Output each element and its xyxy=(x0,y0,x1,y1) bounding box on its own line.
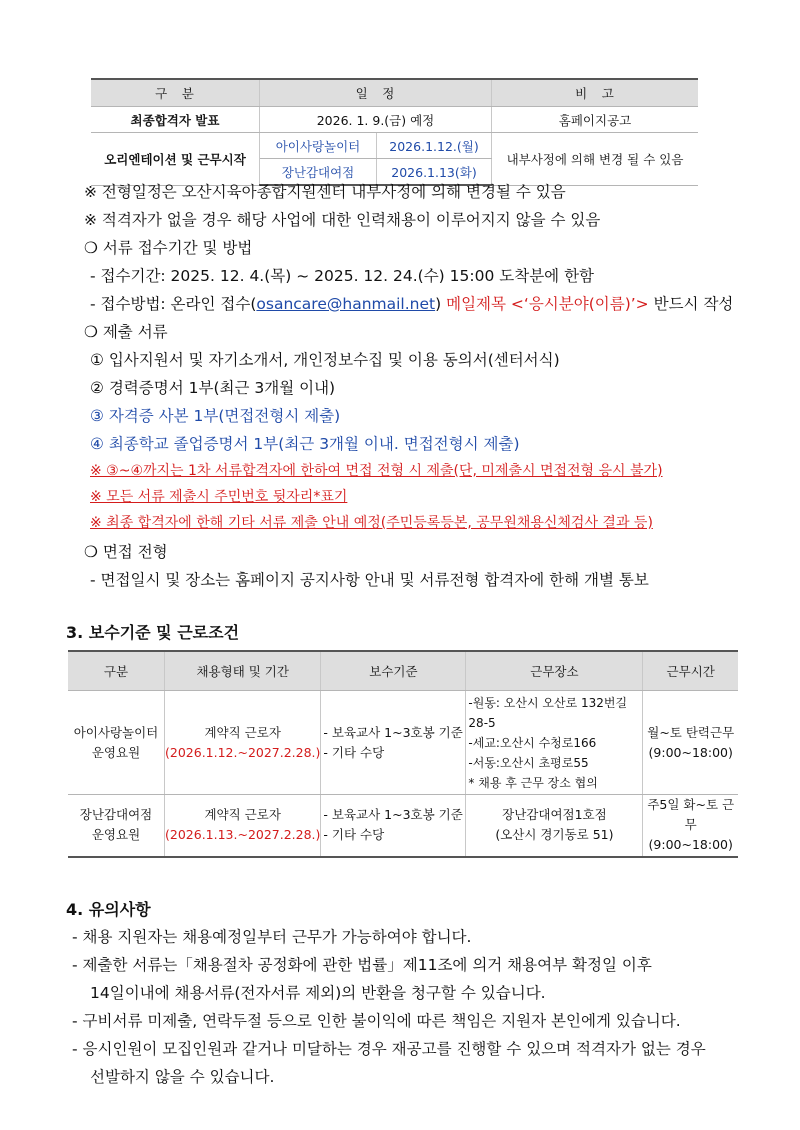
conditions-period: (2026.1.12.~2027.2.28.) xyxy=(165,744,321,760)
application-method-mid: ) xyxy=(435,295,447,313)
conditions-place-line4: * 채용 후 근무 장소 협의 xyxy=(468,775,598,790)
conditions-header-pay: 보수기준 xyxy=(321,651,466,691)
schedule-item-final: 최종합격자 발표 xyxy=(91,107,260,133)
conditions-hours-line1: 월~토 탄력근무 xyxy=(647,724,735,740)
conditions-hours-line1: 주5일 화~토 근무 xyxy=(647,797,735,833)
conditions-header-category: 구분 xyxy=(68,651,165,691)
conditions-place-line2: (오산시 경기동로 51) xyxy=(495,827,614,843)
conditions-place-line1: 장난감대여점1호점 xyxy=(502,807,607,823)
conditions-name-line1: 아이사랑놀이터 xyxy=(73,724,159,740)
document-item-3: ③ 자격증 사본 1부(면접전형시 제출) xyxy=(90,407,341,425)
conditions-pay-line2: - 기타 수당 xyxy=(323,827,385,843)
conditions-header-place: 근무장소 xyxy=(466,651,643,691)
conditions-period: (2026.1.13.~2027.2.28.) xyxy=(165,827,321,843)
conditions-pay-line1: - 보육교사 1~3호봉 기준 xyxy=(323,724,463,740)
conditions-name-cell xyxy=(68,795,165,857)
schedule-header-date: 일 정 xyxy=(260,79,492,107)
application-heading: ❍ 서류 접수기간 및 방법 xyxy=(84,239,253,257)
schedule-table xyxy=(91,78,698,186)
schedule-note-orientation: 내부사정에 의해 변경 될 수 있음 xyxy=(492,133,699,186)
conditions-name-line2: 운영요원 xyxy=(91,744,141,760)
conditions-hours-line2: (9:00~18:00) xyxy=(648,837,733,853)
conditions-name-line1: 장난감대여점 xyxy=(79,807,153,823)
note-no-candidate: ※ 적격자가 없을 경우 해당 사업에 대한 인력채용이 이루어지지 않을 수 있음 xyxy=(84,211,601,229)
email-link[interactable]: osancare@hanmail.net xyxy=(256,295,436,313)
document-item-4: ④ 최종학교 졸업증명서 1부(최근 3개월 이내. 면접전형시 제출) xyxy=(90,435,520,453)
conditions-table xyxy=(68,650,738,858)
schedule-date-2: 2026.1.13(화) xyxy=(377,159,492,186)
application-method-suffix: 반드시 작성 xyxy=(648,295,734,313)
conditions-type-cell xyxy=(165,691,321,795)
document-remark-2: ※ 모든 서류 제출시 주민번호 뒷자리*표기 xyxy=(90,489,348,505)
conditions-place-line1: -원동: 오산시 오산로 132번길28-5 xyxy=(468,695,628,730)
schedule-header-note: 비 고 xyxy=(492,79,699,107)
table-row xyxy=(68,691,738,795)
conditions-hours-cell xyxy=(643,691,738,795)
section3-title: 3. 보수기준 및 근로조건 xyxy=(66,623,240,642)
conditions-hours-line2: (9:00~18:00) xyxy=(648,744,733,760)
conditions-type-cell xyxy=(165,795,321,857)
document-item-2: ② 경력증명서 1부(최근 3개월 이내) xyxy=(90,379,336,397)
conditions-name-cell xyxy=(68,691,165,795)
document-item-1: ① 입사지원서 및 자기소개서, 개인정보수집 및 이용 동의서(센터서식) xyxy=(90,351,560,369)
schedule-place-2: 장난감대여점 xyxy=(260,159,377,186)
subject-rule: 메일제목 <‘응시분야(이름)’> xyxy=(446,295,649,313)
schedule-date-1: 2026.1.12.(월) xyxy=(377,133,492,159)
application-method-prefix: - 접수방법: 온라인 접수( xyxy=(90,295,257,313)
table-row xyxy=(68,795,738,857)
schedule-header-category: 구 분 xyxy=(91,79,260,107)
schedule-note-final: 홈페이지공고 xyxy=(492,107,699,133)
conditions-name-line2: 운영요원 xyxy=(91,827,141,843)
document-remark-1: ※ ③~④까지는 1차 서류합격자에 한하여 면접 전형 시 제출(단, 미제출시 면접전형 응시 불가) xyxy=(90,463,663,479)
conditions-place-line3: -서동:오산시 초평로55 xyxy=(468,755,589,770)
schedule-date-final: 2026. 1. 9.(금) 예정 xyxy=(260,107,492,133)
conditions-place-line2: -세교:오산시 수청로166 xyxy=(468,735,597,750)
caution-line-4: - 응시인원이 모집인원과 같거나 미달하는 경우 재공고를 진행할 수 있으며 적격자가 없는 경우 xyxy=(72,1040,706,1058)
application-period: - 접수기간: 2025. 12. 4.(목) ~ 2025. 12. 24.(수) 15:00 도착분에 한함 xyxy=(90,267,595,285)
conditions-pay-cell xyxy=(321,691,466,795)
conditions-header-type: 채용형태 및 기간 xyxy=(165,651,321,691)
conditions-place-cell xyxy=(466,691,643,795)
caution-line-2b: 14일이내에 채용서류(전자서류 제외)의 반환을 청구할 수 있습니다. xyxy=(90,984,546,1002)
interview-heading: ❍ 면접 전형 xyxy=(84,543,168,561)
schedule-place-1: 아이사랑놀이터 xyxy=(260,133,377,159)
conditions-pay-line2: - 기타 수당 xyxy=(323,744,385,760)
interview-text: - 면접일시 및 장소는 홈페이지 공지사항 안내 및 서류전형 합격자에 한해 개별 통보 xyxy=(90,571,649,589)
conditions-type: 계약직 근로자 xyxy=(204,807,281,823)
caution-line-4b: 선발하지 않을 수 있습니다. xyxy=(90,1068,275,1086)
note-schedule-change: ※ 전형일정은 오산시육아종합지원센터 내부사정에 의해 변경될 수 있음 xyxy=(84,183,566,201)
document-remark-3: ※ 최종 합격자에 한해 기타 서류 제출 안내 예정(주민등록등본, 공무원채용신체검사 결과 등) xyxy=(90,515,653,531)
conditions-place-cell xyxy=(466,795,643,857)
caution-line-3: - 구비서류 미제출, 연락두절 등으로 인한 불이익에 따른 책임은 지원자 본인에게 있습니다. xyxy=(72,1012,681,1030)
caution-line-1: - 채용 지원자는 채용예정일부터 근무가 가능하여야 합니다. xyxy=(72,928,472,946)
conditions-hours-cell xyxy=(643,795,738,857)
conditions-pay-cell xyxy=(321,795,466,857)
application-method xyxy=(90,292,733,314)
conditions-type: 계약직 근로자 xyxy=(204,724,281,740)
conditions-pay-line1: - 보육교사 1~3호봉 기준 xyxy=(323,807,463,823)
schedule-item-orientation: 오리엔테이션 및 근무시작 xyxy=(91,133,260,186)
section4-title: 4. 유의사항 xyxy=(66,900,151,919)
documents-heading: ❍ 제출 서류 xyxy=(84,323,168,341)
caution-line-2: - 제출한 서류는「채용절차 공정화에 관한 법률」제11조에 의거 채용여부 확정일 이후 xyxy=(72,956,652,974)
conditions-header-hours: 근무시간 xyxy=(643,651,738,691)
